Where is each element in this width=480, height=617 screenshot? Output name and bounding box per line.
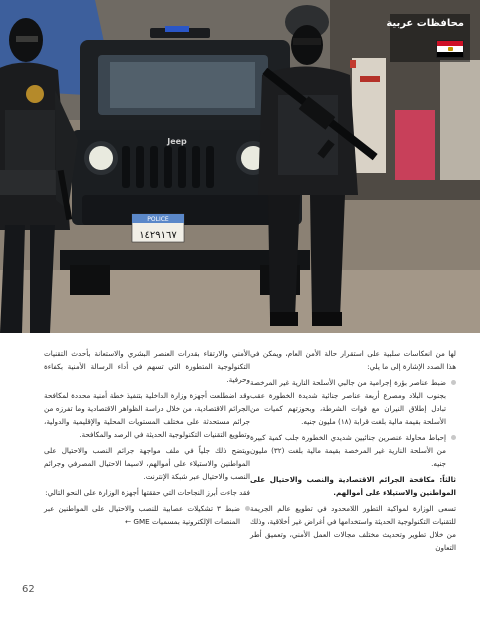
plate-number: ١٤٢٩١٦٧ bbox=[139, 230, 177, 241]
page-number: 62 bbox=[22, 584, 35, 595]
bullet-text: ضبط ٣ تشكيلات عصابية للنصب والاحتيال على المواطنين عبر المنصات الإلكترونية بمسميات GME ← bbox=[44, 504, 240, 526]
bullet-item bbox=[250, 376, 456, 428]
body-paragraph: تسعى الوزارة لمواكبة التطور اللامحدود في تطويع عالم الجريمة للتقنيات التكنولوجية الحديثة واستخدامها في أغراض غير أخلاقية، وذلك من خلال تطوير وتحديث مختلف مجالات العمل الأمني، وتعميق أطر التعاون bbox=[250, 504, 456, 552]
text-column-left bbox=[44, 347, 250, 531]
bullet-text: ضبط عناصر بؤرة إجرامية من جالبي الأسلحة النارية غير المرخصة بجنوب البلاد ومصرع أربعة عناصر جنائية شديدة الخطورة عقب تبادل إطلاق النيران مع قوات الشرطة، وبحوزتهم كميات من الأسلحة بقيمة مالية بلغت قرابة (١٨) مليون جنيه. bbox=[250, 378, 446, 426]
bullet-item bbox=[44, 502, 250, 528]
bullet-text: إحباط محاولة عنصرين جنائيين شديدي الخطورة جلب كمية كبيرة من الأسلحة النارية غير المرخصة بقيمة مالية بلغت (٣٢) مليون جنيه. bbox=[250, 433, 446, 468]
plate-label: POLICE bbox=[147, 216, 169, 223]
text-column-right bbox=[250, 347, 456, 557]
section-title: محافظات عربية bbox=[386, 18, 464, 29]
body-paragraph: فقد جاءت أبرز النجاحات التي حققتها أجهزة الوزارة على النحو التالي: bbox=[45, 488, 250, 497]
body-paragraph: وقد اضطلعت أجهزة وزارة الداخلية بتنفيذ خطة أمنية محددة لمكافحة الجرائم الاقتصادية، من خلال دراسة الظواهر الاقتصادية وما تفرزه من جرائم مستحدثة على مختلف المستويات المحلية والإقليمية والدولية، وتطويع التقنيات التكنولوجية الحديثة في الرصد والمكافحة. bbox=[44, 391, 250, 439]
body-paragraph: ويتضح ذلك جلياً في ملف مواجهة جرائم النصب والاحتيال على المواطنين والاستيلاء على أموالهم، لاسيما الاحتيال المصرفي وجرائم النصب والاحتيال عبر شبكة الإنترنت. bbox=[44, 446, 250, 481]
section-heading: ثالثاً: مكافحة الجرائم الاقتصادية والنصب والاحتيال على المواطنين والاستيلاء على أموالهم. bbox=[250, 475, 456, 497]
intro-paragraph: لها من انعكاسات سلبية على استقرار حالة الأمن العام، ويمكن في هذا الصدد الإشارة إلى ما يلي: bbox=[250, 349, 456, 371]
bullet-icon bbox=[451, 380, 456, 385]
bullet-icon bbox=[245, 506, 250, 511]
bullet-icon bbox=[451, 435, 456, 440]
body-paragraph: الأمني والارتقاء بقدرات العنصر البشري والاستعانة بأحدث التقنيات التكنولوجية المتطورة التي تسهم في أداء الرسالة الأمنية بكفاءة وحرفية. bbox=[44, 349, 250, 384]
section-tag bbox=[386, 14, 470, 62]
vehicle-brand: Jeep bbox=[167, 137, 187, 146]
bullet-item bbox=[250, 431, 456, 470]
egypt-flag-icon bbox=[436, 40, 464, 58]
